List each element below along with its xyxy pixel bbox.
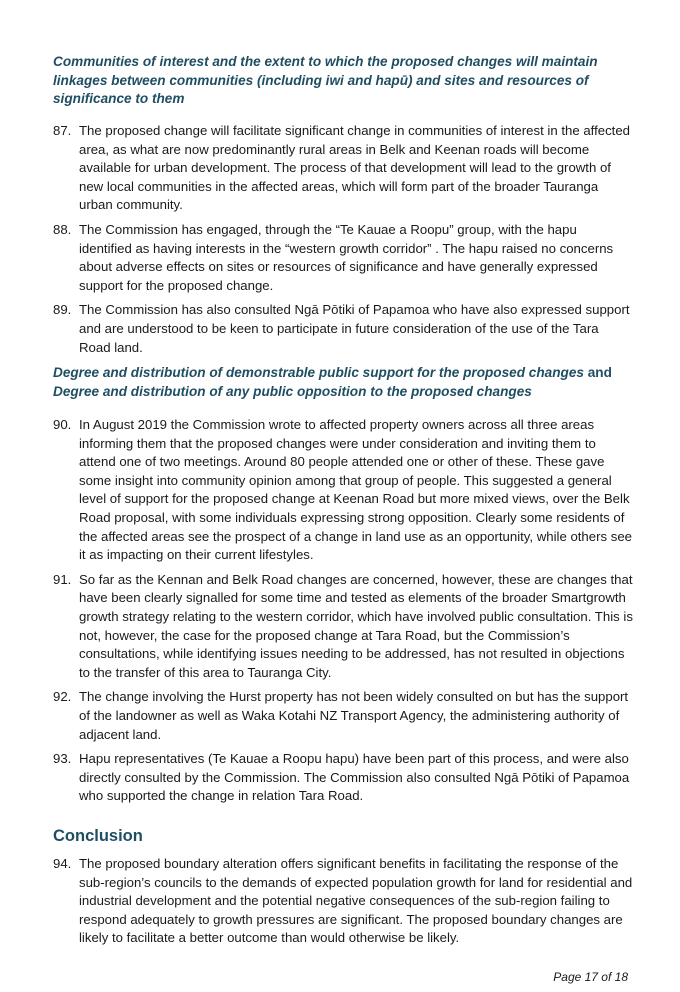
- paragraph-text: The proposed change will facilitate significant change in communities of interest in the affected area, as what are now predominantly rural areas in Belk and Keenan roads will become available for urban development. The process of that development will lead to the growth of new local communities in the affected areas, which will form part of the broader Tauranga urban community.: [79, 123, 631, 213]
- paragraph-92: [53, 688, 633, 744]
- paragraph-text: The Commission has also consulted Ngā Pōtiki of Papamoa who have also expressed support and are understood to be keen to participate in future consideration of the use of the Tara Road land.: [79, 302, 630, 355]
- support-heading-part1: Degree and distribution of demonstrable public support for the proposed changes: [53, 365, 584, 380]
- paragraph-94: [53, 855, 633, 948]
- support-heading: [53, 364, 633, 401]
- paragraph-number: 88.: [53, 221, 72, 237]
- paragraph-90: [53, 416, 633, 565]
- paragraph-number: 90.: [53, 417, 72, 432]
- paragraph-number: 87.: [53, 123, 72, 138]
- conclusion-heading: Conclusion: [53, 827, 143, 845]
- paragraph-text: In August 2019 the Commission wrote to affected property owners across all three areas informing them that the proposed changes were under consideration and inviting them to attend one of two meetings. Around 80 people attended one or other of these. These gave some insight into community opinion among that group of people. This suggested a general level of support for the proposed change at Keenan Road but more mixed views, over the Belk Road proposal, with some individuals expressing strong opposition. Clearly some residents of the affected areas see the prospect of a change in land use as an opportunity, while others see it as impacting on their current lifestyles.: [79, 417, 633, 563]
- paragraph-text: The Commission has engaged, through the “Te Kauae a Roopu” group, with the hapu identified as having interests in the “western growth corridor” . The hapu raised no concerns about adverse effects on sites or resources of significance and have generally expressed support for the proposed change.: [79, 221, 614, 293]
- support-list: [53, 416, 633, 812]
- paragraph-number: 92.: [53, 689, 72, 705]
- paragraph-text: The change involving the Hurst property has not been widely consulted on but has the support of the landowner as well as Waka Kotahi NZ Transport Agency, the administering authority of adjacent land.: [79, 689, 629, 742]
- support-heading-part2: Degree and distribution of any public opposition to the proposed changes: [53, 383, 532, 399]
- paragraph-number: 91.: [53, 571, 72, 587]
- paragraph-number: 94.: [53, 856, 72, 871]
- paragraph-number: 93.: [53, 751, 72, 767]
- paragraph-number: 89.: [53, 302, 72, 318]
- paragraph-text: The proposed boundary alteration offers significant benefits in facilitating the response of the sub-region’s councils to the demands of expected population growth for land for residential and industrial development and the potential negative consequences of the sub-region failing to respond adequately to growth pressures are significant. The proposed boundary changes are likely to facilitate a better outcome than would otherwise be likely.: [79, 856, 633, 946]
- paragraph-text: So far as the Kennan and Belk Road changes are concerned, however, these are changes that have been clearly signalled for some time and tested as elements of the broader Smartgrowth growth strategy relating to the western corridor, which have involved public consultation. This is not, however, the case for the proposed change at Tara Road, but the Commission’s consultations, while identifying issues needing to be addressed, has not resulted in objections to the transfer of this area to Tauranga City.: [79, 571, 633, 680]
- paragraph-87: [53, 122, 633, 215]
- communities-list: [53, 122, 633, 363]
- paragraph-91: [53, 571, 633, 683]
- paragraph-88: [53, 221, 633, 295]
- support-heading-and: and: [583, 365, 612, 380]
- conclusion-list: [53, 855, 633, 954]
- paragraph-89: [53, 301, 633, 357]
- communities-heading: Communities of interest and the extent to which the proposed changes will maintain linkages between communities (including iwi and hapū) and sites and resources of significance to them: [53, 54, 598, 107]
- page-number-footer: Page 17 of 18: [553, 970, 628, 984]
- paragraph-93: [53, 750, 633, 806]
- paragraph-text: Hapu representatives (Te Kauae a Roopu hapu) have been part of this process, and were also directly consulted by the Commission. The Commission also consulted Ngā Pōtiki of Papamoa who supported the change in relation Tara Road.: [79, 751, 630, 804]
